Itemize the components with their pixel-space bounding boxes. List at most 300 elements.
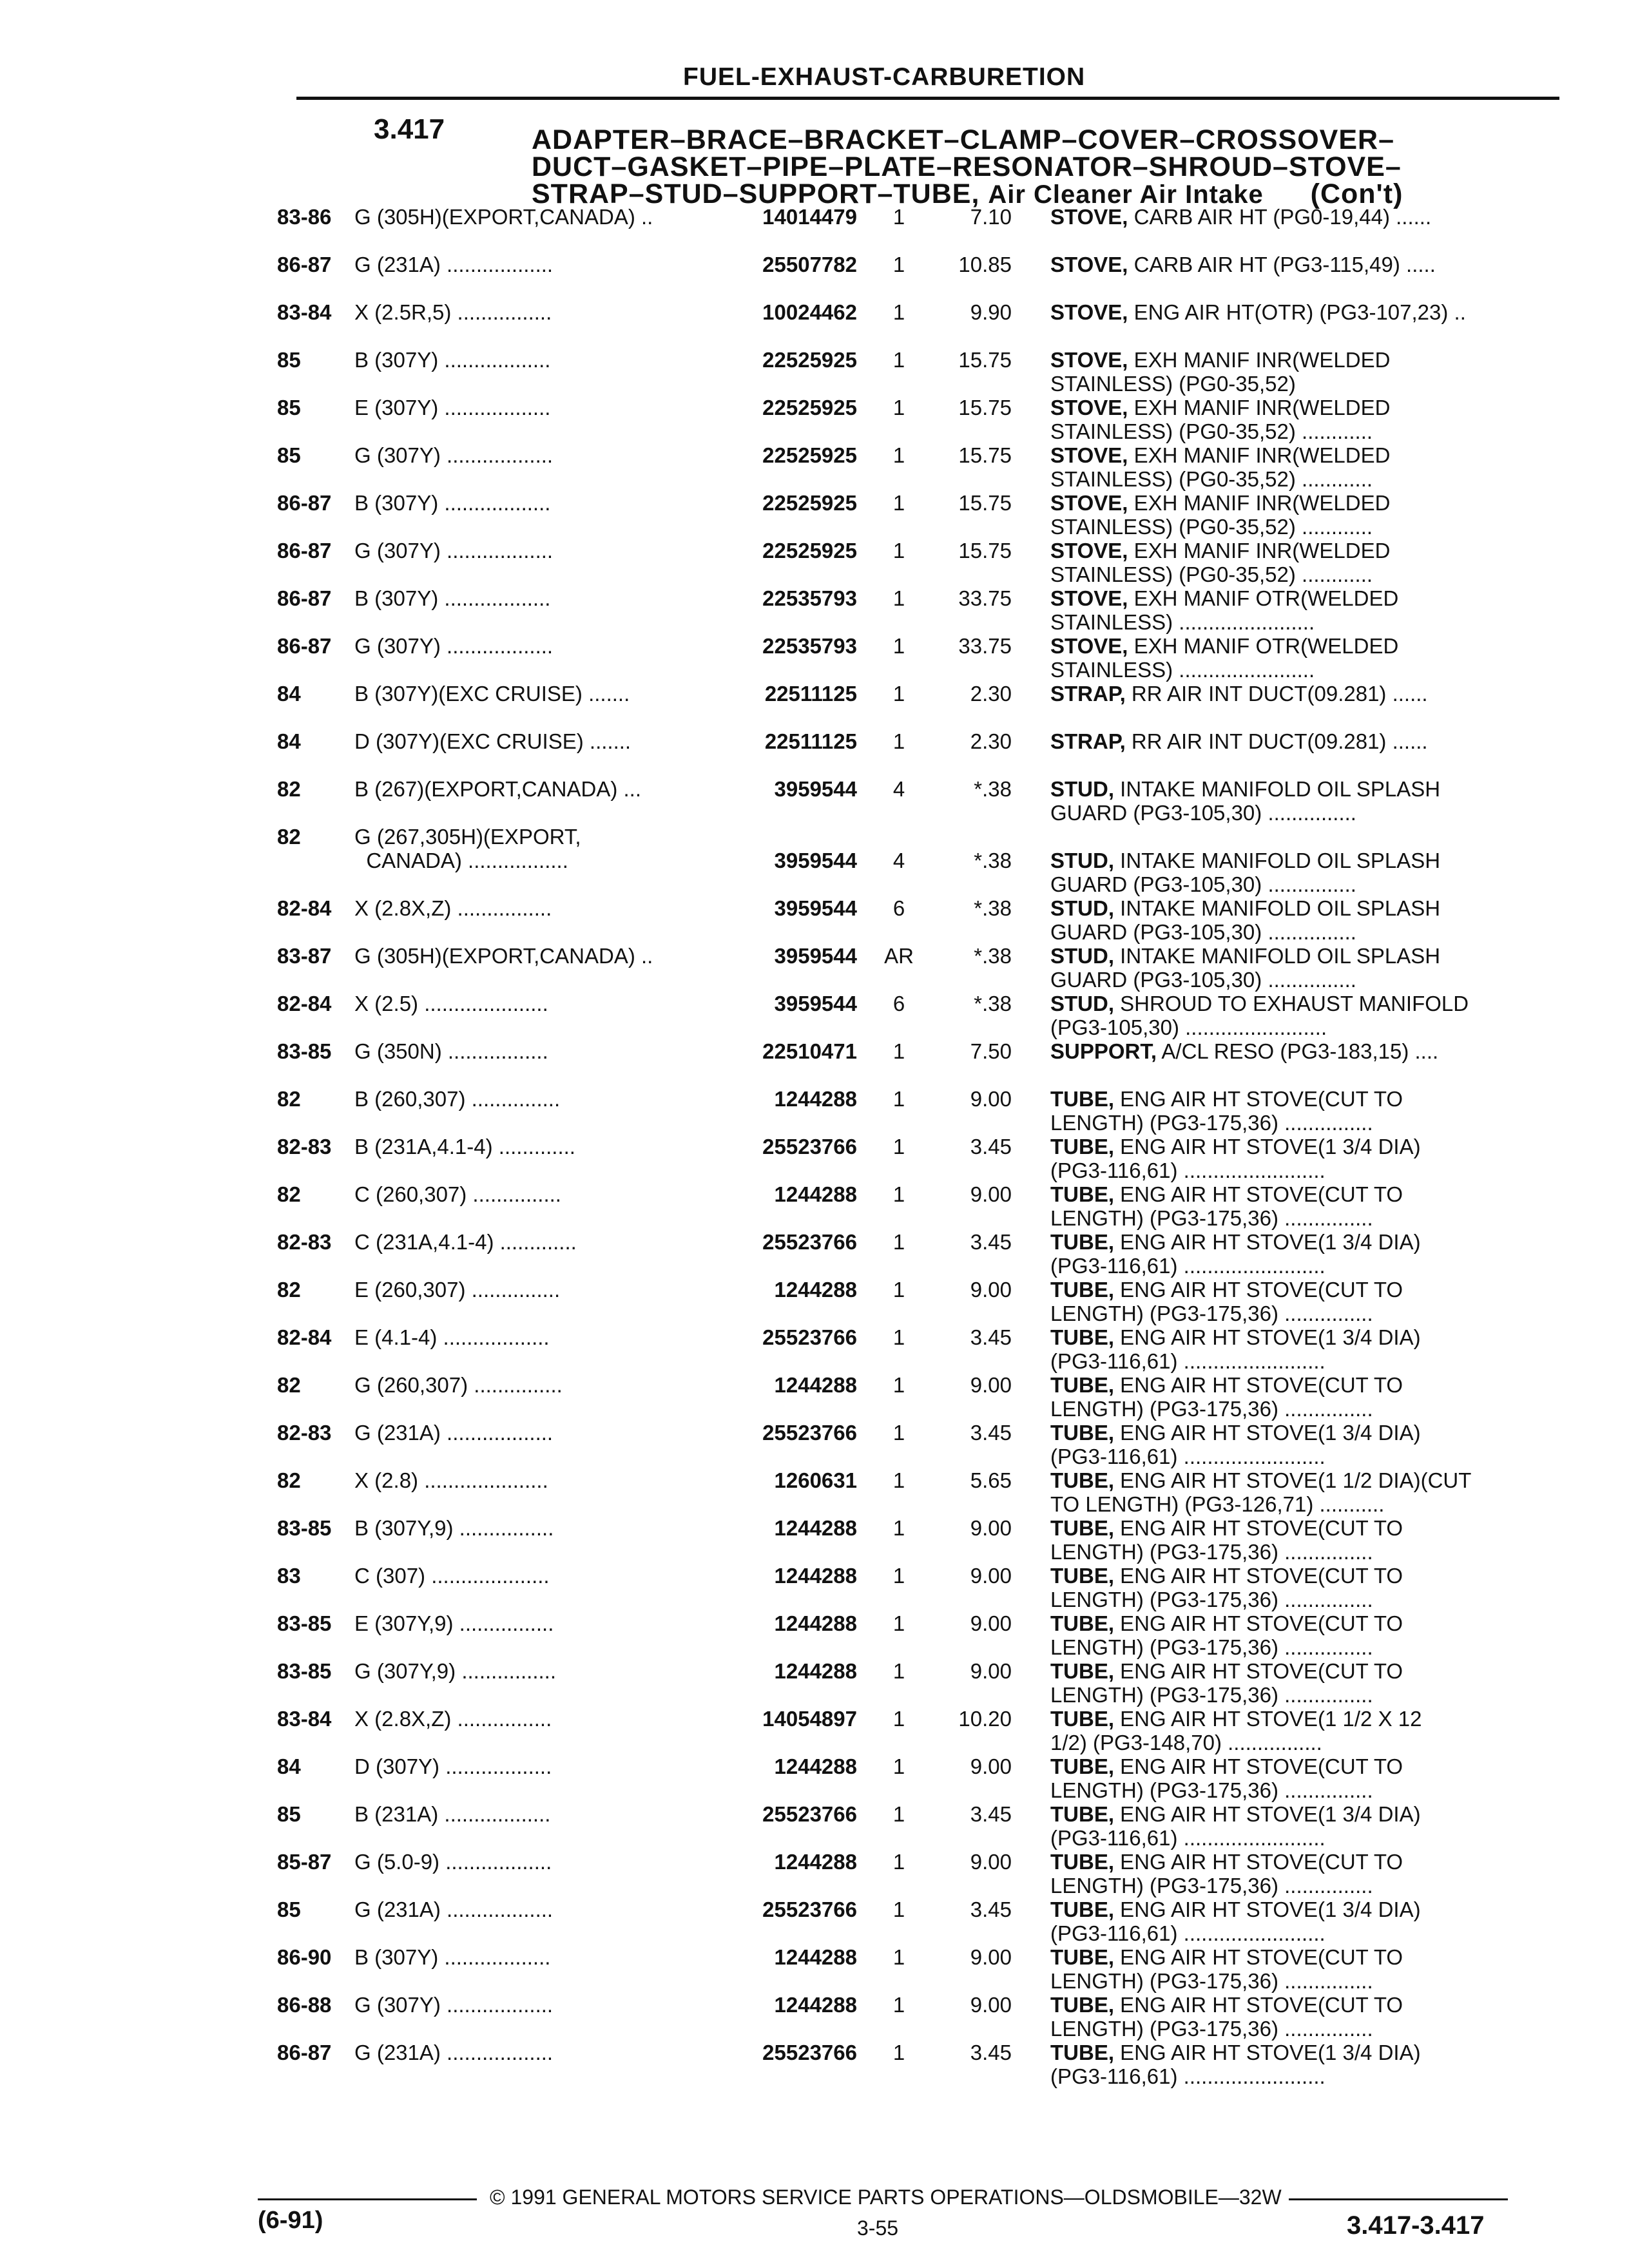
quantity: 4 bbox=[892, 849, 905, 872]
model-years: 82 bbox=[277, 1087, 301, 1111]
application: G (5.0-9) .................. bbox=[354, 1850, 558, 1874]
section-title bbox=[532, 126, 1498, 208]
parts-list-row bbox=[277, 777, 1527, 825]
model-years: 82 bbox=[277, 1278, 301, 1302]
description-noun: STOVE, bbox=[1050, 491, 1128, 515]
part-number: 22510471 bbox=[762, 1039, 857, 1063]
quantity: 1 bbox=[892, 1087, 905, 1111]
model-years: 83-85 bbox=[277, 1659, 332, 1683]
continued-label: (Con't) bbox=[1310, 178, 1403, 209]
part-number: 25523766 bbox=[762, 1230, 857, 1254]
description-noun: TUBE, bbox=[1050, 1564, 1114, 1588]
price: 33.75 bbox=[958, 586, 1012, 610]
description-noun: TUBE, bbox=[1050, 1278, 1114, 1302]
description bbox=[1037, 1230, 1527, 1278]
description-noun: STUD, bbox=[1050, 896, 1114, 920]
price: *.38 bbox=[974, 896, 1012, 920]
price: *.38 bbox=[974, 849, 1012, 872]
part-number: 25523766 bbox=[762, 2041, 857, 2064]
parts-list-row bbox=[277, 1182, 1527, 1230]
price: 9.00 bbox=[970, 1993, 1012, 2017]
parts-list-row bbox=[277, 443, 1527, 491]
parts-list-row bbox=[277, 825, 1527, 896]
description-noun: TUBE, bbox=[1050, 1182, 1114, 1206]
quantity: 1 bbox=[892, 1898, 905, 1921]
description-noun: STOVE, bbox=[1050, 443, 1128, 467]
price: 9.00 bbox=[970, 1516, 1012, 1540]
description-detail: ENG AIR HT STOVE(CUT TO LENGTH) (PG3-175,36) ............... bbox=[1050, 1659, 1403, 1707]
description-detail: ENG AIR HT STOVE(1 3/4 DIA) (PG3-116,61) ........................ bbox=[1050, 1325, 1421, 1373]
price: 9.00 bbox=[970, 1182, 1012, 1206]
quantity: 1 bbox=[892, 396, 905, 419]
description bbox=[1037, 491, 1527, 539]
price: 9.00 bbox=[970, 1850, 1012, 1874]
description bbox=[1037, 348, 1527, 396]
description-detail: ENG AIR HT STOVE(1 1/2 X 12 1/2) (PG3-148,70) ................ bbox=[1050, 1707, 1422, 1754]
price: 9.00 bbox=[970, 1564, 1012, 1588]
description bbox=[1037, 1898, 1527, 1945]
quantity: 1 bbox=[892, 1421, 905, 1445]
description-noun: STOVE, bbox=[1050, 348, 1128, 372]
description bbox=[1037, 1659, 1527, 1707]
part-number: 1244288 bbox=[774, 1516, 857, 1540]
application: C (307) .................... bbox=[354, 1564, 555, 1588]
description-detail: INTAKE MANIFOLD OIL SPLASH GUARD (PG3-105,30) ............... bbox=[1050, 849, 1441, 896]
part-number: 1244288 bbox=[774, 1850, 857, 1874]
description bbox=[1037, 1325, 1527, 1373]
parts-list-row bbox=[277, 1135, 1527, 1182]
parts-list-row bbox=[277, 300, 1527, 348]
model-years: 82 bbox=[277, 1182, 301, 1206]
description-detail: ENG AIR HT STOVE(1 3/4 DIA) (PG3-116,61) ........................ bbox=[1050, 2041, 1421, 2088]
part-number: 25507782 bbox=[762, 253, 857, 276]
description-noun: TUBE, bbox=[1050, 1135, 1114, 1158]
model-years: 82-83 bbox=[277, 1135, 332, 1158]
description-noun: TUBE, bbox=[1050, 1898, 1114, 1921]
parts-list-row bbox=[277, 539, 1527, 586]
application: G (305H)(EXPORT,CANADA) .. bbox=[354, 944, 659, 968]
model-years: 85 bbox=[277, 348, 301, 372]
description bbox=[1037, 1611, 1527, 1659]
part-number: 3959544 bbox=[774, 944, 857, 968]
price: 7.50 bbox=[970, 1039, 1012, 1063]
price: 3.45 bbox=[970, 2041, 1012, 2064]
parts-list-row bbox=[277, 1802, 1527, 1850]
page-number: 3-55 bbox=[857, 2216, 899, 2240]
application: E (260,307) ............... bbox=[354, 1278, 566, 1302]
description-detail: EXH MANIF INR(WELDED STAINLESS) (PG0-35,52) ............ bbox=[1050, 539, 1391, 586]
running-head: FUEL-EXHAUST-CARBURETION bbox=[683, 63, 1086, 91]
description-detail: CARB AIR HT (PG0-19,44) ...... bbox=[1128, 205, 1432, 229]
model-years: 84 bbox=[277, 1754, 301, 1778]
parts-list-row bbox=[277, 1278, 1527, 1325]
description bbox=[1037, 777, 1527, 825]
part-number: 1260631 bbox=[774, 1468, 857, 1492]
price: *.38 bbox=[974, 777, 1012, 801]
price: 15.75 bbox=[958, 539, 1012, 562]
quantity: 1 bbox=[892, 1802, 905, 1826]
application: C (260,307) ............... bbox=[354, 1182, 568, 1206]
quantity: 1 bbox=[892, 682, 905, 706]
application: B (307Y) .................. bbox=[354, 491, 557, 515]
parts-list-row bbox=[277, 1230, 1527, 1278]
description bbox=[1037, 1516, 1527, 1564]
section-title-subtitle: Air Cleaner Air Intake bbox=[988, 180, 1264, 209]
description-noun: TUBE, bbox=[1050, 1850, 1114, 1874]
part-number: 3959544 bbox=[774, 849, 857, 872]
description-noun: STUD, bbox=[1050, 777, 1114, 801]
application: G (231A) .................. bbox=[354, 2041, 559, 2064]
parts-list-row bbox=[277, 491, 1527, 539]
part-number: 1244288 bbox=[774, 1278, 857, 1302]
quantity: 1 bbox=[892, 1468, 905, 1492]
part-number: 22511125 bbox=[764, 729, 857, 753]
application: E (307Y) .................. bbox=[354, 396, 557, 419]
model-years: 82 bbox=[277, 777, 301, 801]
description-noun: TUBE, bbox=[1050, 1802, 1114, 1826]
description-detail: EXH MANIF INR(WELDED STAINLESS) (PG0-35,52) ............ bbox=[1050, 396, 1391, 443]
application: C (231A,4.1-4) ............. bbox=[354, 1230, 583, 1254]
part-number: 1244288 bbox=[774, 1611, 857, 1635]
price: 15.75 bbox=[958, 443, 1012, 467]
description-noun: TUBE, bbox=[1050, 1087, 1114, 1111]
parts-list-row bbox=[277, 1850, 1527, 1898]
parts-list-row bbox=[277, 1516, 1527, 1564]
part-number: 22535793 bbox=[762, 634, 857, 658]
price: 10.85 bbox=[958, 253, 1012, 276]
application: G (307Y) .................. bbox=[354, 539, 559, 562]
model-years: 86-87 bbox=[277, 634, 332, 658]
model-years: 86-87 bbox=[277, 586, 332, 610]
application: X (2.5) ..................... bbox=[354, 992, 554, 1015]
description-noun: STUD, bbox=[1050, 992, 1114, 1015]
description bbox=[1037, 1993, 1527, 2041]
price: 7.10 bbox=[970, 205, 1012, 229]
description bbox=[1037, 729, 1527, 777]
description-detail: ENG AIR HT STOVE(1 1/2 DIA)(CUT TO LENGTH) (PG3-126,71) ........... bbox=[1050, 1468, 1472, 1516]
description-noun: TUBE, bbox=[1050, 1754, 1114, 1778]
price: 9.00 bbox=[970, 1373, 1012, 1397]
description-detail: EXH MANIF OTR(WELDED STAINLESS) ....................... bbox=[1050, 634, 1399, 682]
parts-list-row bbox=[277, 634, 1527, 682]
part-number: 25523766 bbox=[762, 1421, 857, 1445]
description-noun: STOVE, bbox=[1050, 300, 1128, 324]
application: G (305H)(EXPORT,CANADA) .. bbox=[354, 205, 659, 229]
application: B (231A,4.1-4) ............. bbox=[354, 1135, 582, 1158]
parts-list-row bbox=[277, 1039, 1527, 1087]
description-noun: STOVE, bbox=[1050, 205, 1128, 229]
model-years: 82-83 bbox=[277, 1421, 332, 1445]
description-noun: SUPPORT, bbox=[1050, 1039, 1157, 1063]
price: 15.75 bbox=[958, 396, 1012, 419]
description-noun: TUBE, bbox=[1050, 1993, 1114, 2017]
quantity: 1 bbox=[892, 1278, 905, 1302]
section-title-line-3 bbox=[532, 180, 1498, 208]
section-title-line-3-main: STRAP–STUD–SUPPORT–TUBE, bbox=[532, 178, 980, 209]
price: 3.45 bbox=[970, 1325, 1012, 1349]
description bbox=[1037, 1802, 1527, 1850]
description-detail: ENG AIR HT STOVE(CUT TO LENGTH) (PG3-175,36) ............... bbox=[1050, 1278, 1403, 1325]
model-years: 83 bbox=[277, 1564, 301, 1588]
description-detail: EXH MANIF INR(WELDED STAINLESS) (PG0-35,52) bbox=[1050, 348, 1391, 396]
application: B (307Y) .................. bbox=[354, 586, 557, 610]
application: G (350N) ................. bbox=[354, 1039, 554, 1063]
parts-list-row bbox=[277, 1659, 1527, 1707]
description bbox=[1037, 1850, 1527, 1898]
model-years: 85 bbox=[277, 443, 301, 467]
parts-list-row bbox=[277, 1754, 1527, 1802]
description-detail: INTAKE MANIFOLD OIL SPLASH GUARD (PG3-105,30) ............... bbox=[1050, 896, 1441, 944]
quantity: 1 bbox=[892, 1373, 905, 1397]
description bbox=[1037, 1182, 1527, 1230]
price: 3.45 bbox=[970, 1802, 1012, 1826]
description-noun: STOVE, bbox=[1050, 634, 1128, 658]
part-number: 25523766 bbox=[762, 1135, 857, 1158]
model-years: 86-88 bbox=[277, 1993, 332, 2017]
price: *.38 bbox=[974, 992, 1012, 1015]
quantity: 1 bbox=[892, 539, 905, 562]
model-years: 82-83 bbox=[277, 1230, 332, 1254]
part-number: 3959544 bbox=[774, 777, 857, 801]
part-number: 10024462 bbox=[762, 300, 857, 324]
parts-list-row bbox=[277, 348, 1527, 396]
parts-list-row bbox=[277, 586, 1527, 634]
model-years: 85-87 bbox=[277, 1850, 332, 1874]
application: B (307Y,9) ................ bbox=[354, 1516, 560, 1540]
parts-list-row bbox=[277, 896, 1527, 944]
description-detail: ENG AIR HT STOVE(1 3/4 DIA) (PG3-116,61) ........................ bbox=[1050, 1135, 1421, 1182]
description-noun: TUBE, bbox=[1050, 1707, 1114, 1731]
part-number: 25523766 bbox=[762, 1325, 857, 1349]
description-noun: TUBE, bbox=[1050, 1325, 1114, 1349]
description bbox=[1037, 443, 1527, 491]
quantity: 1 bbox=[892, 205, 905, 229]
application: X (2.8X,Z) ................ bbox=[354, 1707, 558, 1731]
parts-list-row bbox=[277, 1421, 1527, 1468]
quantity: 1 bbox=[892, 300, 905, 324]
description-noun: STOVE, bbox=[1050, 586, 1128, 610]
model-years: 86-87 bbox=[277, 2041, 332, 2064]
model-years: 82 bbox=[277, 1468, 301, 1492]
description-detail: ENG AIR HT(OTR) (PG3-107,23) .. bbox=[1128, 300, 1466, 324]
description-detail: ENG AIR HT STOVE(CUT TO LENGTH) (PG3-175,36) ............... bbox=[1050, 1564, 1403, 1611]
description bbox=[1037, 1468, 1527, 1516]
part-number: 22511125 bbox=[764, 682, 857, 706]
application: E (307Y,9) ................ bbox=[354, 1611, 560, 1635]
application: X (2.5R,5) ................ bbox=[354, 300, 558, 324]
parts-list-row bbox=[277, 1898, 1527, 1945]
description-noun: TUBE, bbox=[1050, 1611, 1114, 1635]
description-noun: TUBE, bbox=[1050, 1373, 1114, 1397]
description-noun: STRAP, bbox=[1050, 729, 1126, 753]
part-number: 1244288 bbox=[774, 1993, 857, 2017]
description-detail: ENG AIR HT STOVE(CUT TO LENGTH) (PG3-175,36) ............... bbox=[1050, 1516, 1403, 1564]
description-detail: A/CL RESO (PG3-183,15) .... bbox=[1157, 1039, 1439, 1063]
description-detail: ENG AIR HT STOVE(CUT TO LENGTH) (PG3-175,36) ............... bbox=[1050, 1373, 1403, 1421]
description-noun: TUBE, bbox=[1050, 2041, 1114, 2064]
part-number: 1244288 bbox=[774, 1087, 857, 1111]
revision-date: (6-91) bbox=[258, 2207, 323, 2234]
description-detail: ENG AIR HT STOVE(CUT TO LENGTH) (PG3-175,36) ............... bbox=[1050, 1182, 1403, 1230]
quantity: 1 bbox=[892, 1230, 905, 1254]
section-title-line-2: DUCT–GASKET–PIPE–PLATE–RESONATOR–SHROUD–STOVE– bbox=[532, 151, 1402, 182]
model-years: 83-84 bbox=[277, 1707, 332, 1731]
quantity: 1 bbox=[892, 1850, 905, 1874]
application: B (260,307) ............... bbox=[354, 1087, 566, 1111]
part-number: 22535793 bbox=[762, 586, 857, 610]
quantity: 1 bbox=[892, 1945, 905, 1969]
description-noun: TUBE, bbox=[1050, 1421, 1114, 1445]
quantity: 1 bbox=[892, 253, 905, 276]
description-noun: STOVE, bbox=[1050, 396, 1128, 419]
part-number: 22525925 bbox=[762, 443, 857, 467]
description bbox=[1037, 634, 1527, 682]
part-number: 1244288 bbox=[774, 1945, 857, 1969]
model-years: 83-86 bbox=[277, 205, 332, 229]
quantity: 1 bbox=[892, 1182, 905, 1206]
parts-list-row bbox=[277, 682, 1527, 729]
application: B (267)(EXPORT,CANADA) ... bbox=[354, 777, 648, 801]
part-number: 3959544 bbox=[774, 992, 857, 1015]
description bbox=[1037, 300, 1527, 348]
model-years: 86-87 bbox=[277, 253, 332, 276]
quantity: 1 bbox=[892, 1659, 905, 1683]
description-detail: CARB AIR HT (PG3-115,49) ..... bbox=[1128, 253, 1436, 276]
application: B (307Y)(EXC CRUISE) ....... bbox=[354, 682, 636, 706]
quantity: 1 bbox=[892, 634, 905, 658]
description bbox=[1037, 1039, 1527, 1087]
part-number: 14054897 bbox=[762, 1707, 857, 1731]
application: G (260,307) ............... bbox=[354, 1373, 568, 1397]
description-detail: ENG AIR HT STOVE(CUT TO LENGTH) (PG3-175,36) ............... bbox=[1050, 1087, 1403, 1135]
description bbox=[1037, 1373, 1527, 1421]
price: 9.00 bbox=[970, 1278, 1012, 1302]
section-range: 3.417-3.417 bbox=[1347, 2211, 1485, 2240]
part-number: 22525925 bbox=[762, 396, 857, 419]
parts-list-row bbox=[277, 2041, 1527, 2088]
model-years: 86-87 bbox=[277, 539, 332, 562]
footer-rule-right bbox=[1289, 2198, 1508, 2200]
price: 9.00 bbox=[970, 1754, 1012, 1778]
price: 15.75 bbox=[958, 491, 1012, 515]
price: 15.75 bbox=[958, 348, 1012, 372]
description bbox=[1037, 682, 1527, 729]
description-detail: ENG AIR HT STOVE(1 3/4 DIA) (PG3-116,61) ........................ bbox=[1050, 1802, 1421, 1850]
price: 3.45 bbox=[970, 1230, 1012, 1254]
description bbox=[1037, 253, 1527, 300]
parts-list-row bbox=[277, 396, 1527, 443]
price: 9.90 bbox=[970, 300, 1012, 324]
description-noun: TUBE, bbox=[1050, 1230, 1114, 1254]
parts-list-row bbox=[277, 1564, 1527, 1611]
quantity: 1 bbox=[892, 491, 905, 515]
part-number: 1244288 bbox=[774, 1182, 857, 1206]
parts-list bbox=[277, 205, 1527, 2088]
section-number: 3.417 bbox=[374, 113, 445, 145]
quantity: 1 bbox=[892, 1754, 905, 1778]
quantity: AR bbox=[884, 944, 914, 968]
parts-list-row bbox=[277, 944, 1527, 992]
quantity: 1 bbox=[892, 1325, 905, 1349]
parts-list-row bbox=[277, 1373, 1527, 1421]
parts-list-row bbox=[277, 1611, 1527, 1659]
description bbox=[1037, 2041, 1527, 2088]
parts-list-row bbox=[277, 1945, 1527, 1993]
description-noun: TUBE, bbox=[1050, 1659, 1114, 1683]
price: 9.00 bbox=[970, 1611, 1012, 1635]
part-number: 25523766 bbox=[762, 1898, 857, 1921]
price: *.38 bbox=[974, 944, 1012, 968]
parts-list-row bbox=[277, 1707, 1527, 1754]
parts-list-row bbox=[277, 205, 1527, 253]
price: 9.00 bbox=[970, 1087, 1012, 1111]
price: 2.30 bbox=[970, 682, 1012, 706]
price: 2.30 bbox=[970, 729, 1012, 753]
quantity: 4 bbox=[892, 777, 905, 801]
application: G (307Y) .................. bbox=[354, 443, 559, 467]
model-years: 82-84 bbox=[277, 896, 332, 920]
description-detail: EXH MANIF INR(WELDED STAINLESS) (PG0-35,52) ............ bbox=[1050, 443, 1391, 491]
application: G (267,305H)(EXPORT, CANADA) ................. bbox=[354, 825, 581, 872]
parts-list-row bbox=[277, 253, 1527, 300]
description-noun: STOVE, bbox=[1050, 539, 1128, 562]
part-number: 14014479 bbox=[762, 205, 857, 229]
application: G (231A) .................. bbox=[354, 1421, 559, 1445]
description bbox=[1037, 825, 1527, 896]
part-number: 22525925 bbox=[762, 491, 857, 515]
quantity: 1 bbox=[892, 586, 905, 610]
quantity: 1 bbox=[892, 1611, 905, 1635]
description bbox=[1037, 1278, 1527, 1325]
part-number: 1244288 bbox=[774, 1564, 857, 1588]
quantity: 1 bbox=[892, 1993, 905, 2017]
application: G (231A) .................. bbox=[354, 1898, 559, 1921]
section-title-line-1: ADAPTER–BRACE–BRACKET–CLAMP–COVER–CROSSOVER– bbox=[532, 124, 1394, 155]
model-years: 82-84 bbox=[277, 992, 332, 1015]
application: B (231A) .................. bbox=[354, 1802, 557, 1826]
description-noun: STUD, bbox=[1050, 849, 1114, 872]
application: G (231A) .................. bbox=[354, 253, 559, 276]
description-noun: TUBE, bbox=[1050, 1945, 1114, 1969]
parts-list-row bbox=[277, 1468, 1527, 1516]
footer-rule-left bbox=[258, 2198, 477, 2200]
quantity: 1 bbox=[892, 443, 905, 467]
description-noun: STOVE, bbox=[1050, 253, 1128, 276]
description bbox=[1037, 586, 1527, 634]
model-years: 83-85 bbox=[277, 1611, 332, 1635]
description-detail: SHROUD TO EXHAUST MANIFOLD (PG3-105,30) ........................ bbox=[1050, 992, 1469, 1039]
part-number: 1244288 bbox=[774, 1754, 857, 1778]
model-years: 82 bbox=[277, 825, 301, 849]
part-number: 3959544 bbox=[774, 896, 857, 920]
description bbox=[1037, 1421, 1527, 1468]
description-detail: ENG AIR HT STOVE(1 3/4 DIA) (PG3-116,61) ........................ bbox=[1050, 1230, 1421, 1278]
price: 3.45 bbox=[970, 1135, 1012, 1158]
price: 10.20 bbox=[958, 1707, 1012, 1731]
application: G (307Y,9) ................ bbox=[354, 1659, 563, 1683]
description-noun: STUD, bbox=[1050, 944, 1114, 968]
description bbox=[1037, 205, 1527, 253]
description bbox=[1037, 992, 1527, 1039]
description-detail: INTAKE MANIFOLD OIL SPLASH GUARD (PG3-105,30) ............... bbox=[1050, 944, 1441, 992]
model-years: 85 bbox=[277, 1898, 301, 1921]
part-number: 1244288 bbox=[774, 1373, 857, 1397]
application: B (307Y) .................. bbox=[354, 1945, 557, 1969]
description-detail: ENG AIR HT STOVE(CUT TO LENGTH) (PG3-175,36) ............... bbox=[1050, 1754, 1403, 1802]
model-years: 85 bbox=[277, 396, 301, 419]
quantity: 1 bbox=[892, 348, 905, 372]
quantity: 1 bbox=[892, 1135, 905, 1158]
